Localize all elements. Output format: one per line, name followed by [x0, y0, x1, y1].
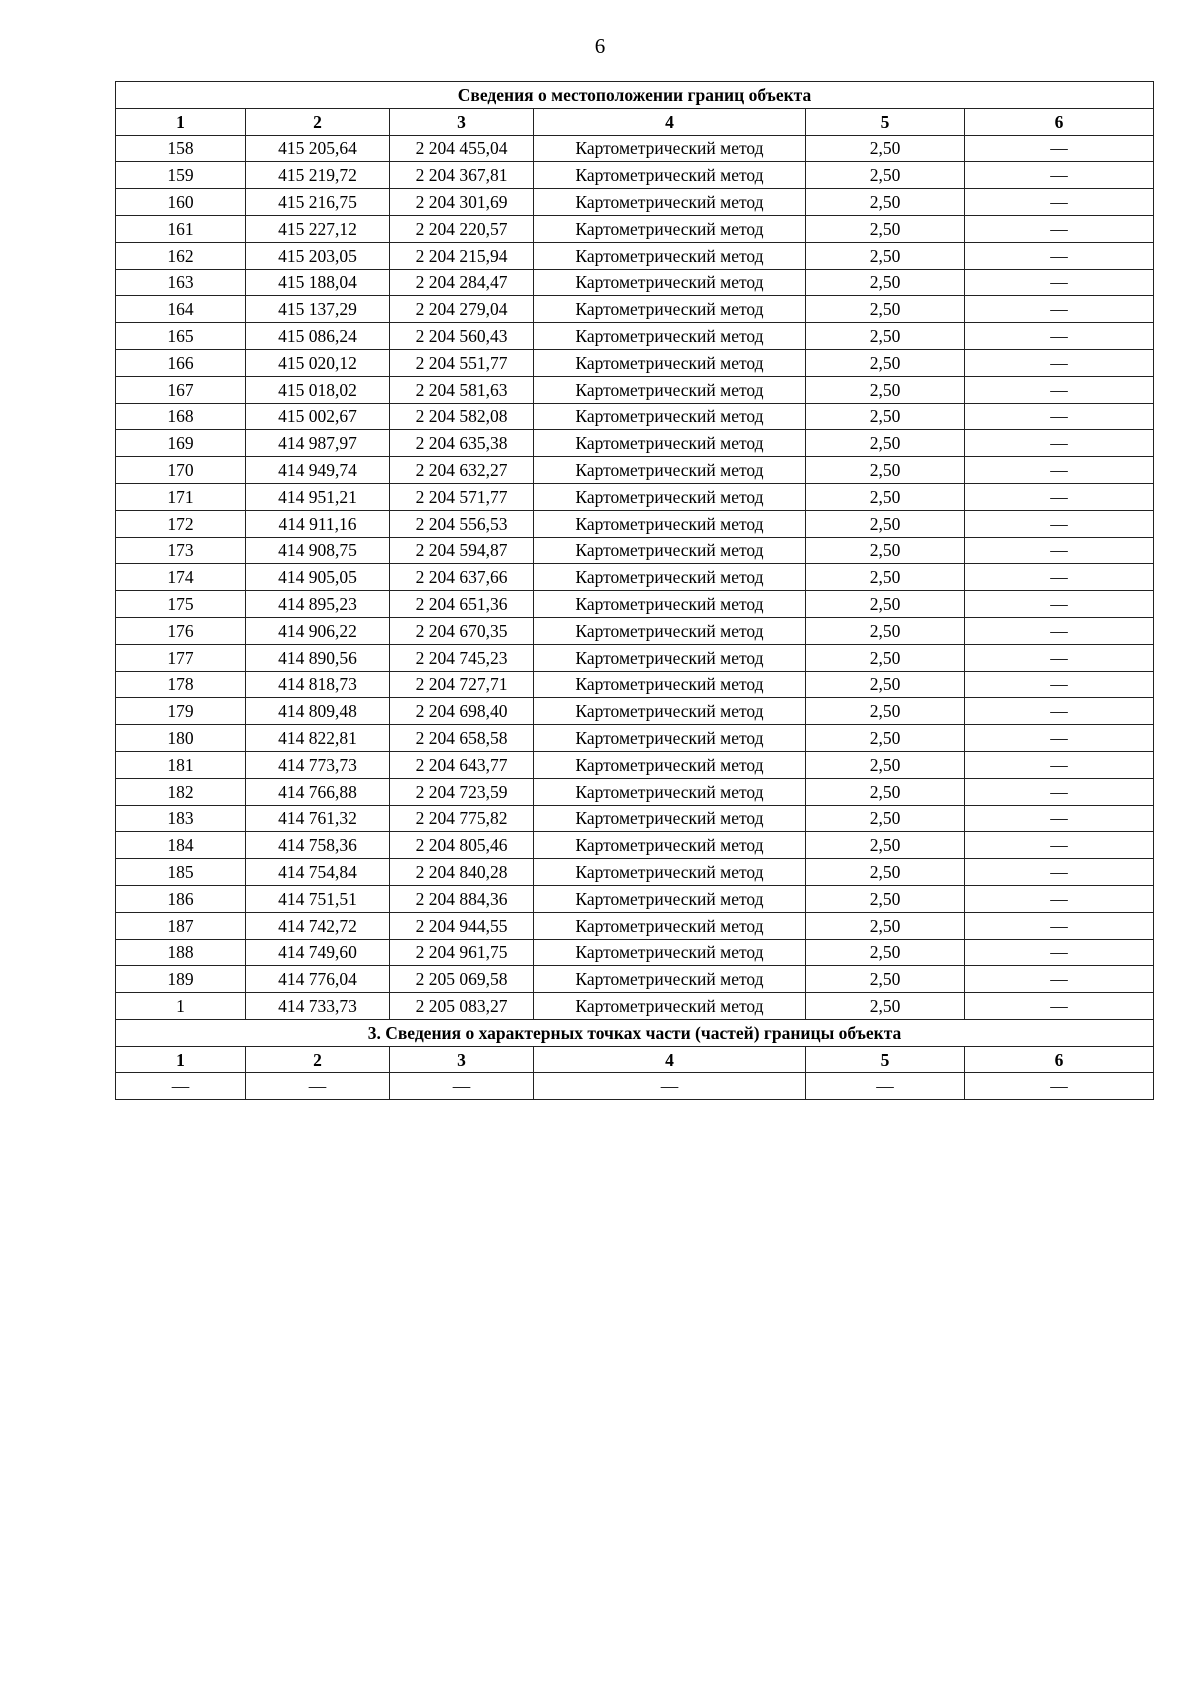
table-row: [116, 323, 1154, 350]
section3-column-header-row: [116, 1046, 1154, 1073]
table-cell: —: [534, 1073, 806, 1100]
table-cell: Картометрический метод: [534, 242, 806, 269]
table-cell: —: [116, 1073, 246, 1100]
table-cell: 2 204 651,36: [390, 591, 534, 618]
table-cell: 2 205 083,27: [390, 993, 534, 1020]
table-cell: 2 204 594,87: [390, 537, 534, 564]
table-cell: 2 204 961,75: [390, 939, 534, 966]
table-cell: 415 216,75: [246, 189, 390, 216]
table-cell: —: [965, 751, 1154, 778]
table-cell: 174: [116, 564, 246, 591]
table-cell: 184: [116, 832, 246, 859]
table-cell: 2 204 560,43: [390, 323, 534, 350]
table-cell: 176: [116, 617, 246, 644]
table-cell: —: [965, 564, 1154, 591]
table-cell: 1: [116, 993, 246, 1020]
table-cell: 414 773,73: [246, 751, 390, 778]
table-cell: 414 890,56: [246, 644, 390, 671]
table-cell: —: [965, 457, 1154, 484]
table-cell: 2 204 220,57: [390, 215, 534, 242]
table-cell: Картометрический метод: [534, 403, 806, 430]
table-cell: 2 204 551,77: [390, 349, 534, 376]
column-header: 4: [534, 1046, 806, 1073]
table-cell: Картометрический метод: [534, 162, 806, 189]
table-cell: 2,50: [806, 296, 965, 323]
table-cell: 159: [116, 162, 246, 189]
table-cell: 183: [116, 805, 246, 832]
table-cell: 162: [116, 242, 246, 269]
table-cell: 2 204 635,38: [390, 430, 534, 457]
table-cell: —: [965, 939, 1154, 966]
table-cell: —: [965, 510, 1154, 537]
table-cell: Картометрический метод: [534, 510, 806, 537]
column-header: 3: [390, 108, 534, 135]
table-cell: —: [965, 269, 1154, 296]
table-cell: —: [965, 617, 1154, 644]
table-cell: —: [965, 403, 1154, 430]
table-row: [116, 269, 1154, 296]
table-cell: Картометрический метод: [534, 430, 806, 457]
table-cell: Картометрический метод: [534, 993, 806, 1020]
table-row: [116, 912, 1154, 939]
table-cell: —: [965, 644, 1154, 671]
table-cell: 415 188,04: [246, 269, 390, 296]
table-cell: 2,50: [806, 885, 965, 912]
table-cell: 415 205,64: [246, 135, 390, 162]
table-cell: 2,50: [806, 859, 965, 886]
table-cell: —: [965, 430, 1154, 457]
table-cell: Картометрический метод: [534, 537, 806, 564]
table-cell: 160: [116, 189, 246, 216]
table-cell: 2 204 944,55: [390, 912, 534, 939]
table-cell: 415 020,12: [246, 349, 390, 376]
table-cell: Картометрический метод: [534, 376, 806, 403]
table-cell: 178: [116, 671, 246, 698]
table-cell: 2,50: [806, 832, 965, 859]
table-cell: 414 951,21: [246, 483, 390, 510]
table-cell: 181: [116, 751, 246, 778]
table-cell: 2,50: [806, 644, 965, 671]
table-cell: 414 908,75: [246, 537, 390, 564]
table-row: [116, 457, 1154, 484]
table-cell: —: [965, 591, 1154, 618]
table-row: [116, 698, 1154, 725]
table-cell: —: [965, 189, 1154, 216]
table-row: [116, 725, 1154, 752]
table-cell: —: [965, 993, 1154, 1020]
table-cell: 2 204 840,28: [390, 859, 534, 886]
table-cell: 2,50: [806, 564, 965, 591]
column-header: 1: [116, 1046, 246, 1073]
table-cell: 2,50: [806, 189, 965, 216]
table-cell: 187: [116, 912, 246, 939]
table-cell: 2,50: [806, 483, 965, 510]
table-cell: Картометрический метод: [534, 885, 806, 912]
column-header: 2: [246, 1046, 390, 1073]
table-cell: Картометрический метод: [534, 912, 806, 939]
table-row: [116, 537, 1154, 564]
table-cell: 2 204 670,35: [390, 617, 534, 644]
table-cell: 2,50: [806, 778, 965, 805]
table-cell: 2,50: [806, 403, 965, 430]
table-cell: —: [246, 1073, 390, 1100]
table-cell: 414 751,51: [246, 885, 390, 912]
table-cell: 163: [116, 269, 246, 296]
boundary-table: [115, 81, 1154, 1100]
table-cell: —: [965, 135, 1154, 162]
table-cell: Картометрический метод: [534, 617, 806, 644]
table-cell: 2 204 581,63: [390, 376, 534, 403]
table-cell: Картометрический метод: [534, 966, 806, 993]
table-cell: 414 766,88: [246, 778, 390, 805]
table-cell: 414 987,97: [246, 430, 390, 457]
table-cell: —: [965, 671, 1154, 698]
table-cell: 173: [116, 537, 246, 564]
table-cell: —: [965, 778, 1154, 805]
table-cell: Картометрический метод: [534, 189, 806, 216]
table-cell: 2 204 279,04: [390, 296, 534, 323]
table-cell: —: [965, 537, 1154, 564]
table-cell: —: [965, 323, 1154, 350]
table-cell: 2,50: [806, 698, 965, 725]
table-cell: 2,50: [806, 912, 965, 939]
table-cell: 167: [116, 376, 246, 403]
table-cell: 2 204 367,81: [390, 162, 534, 189]
table-cell: 2,50: [806, 993, 965, 1020]
table-row: [116, 1073, 1154, 1100]
table-cell: 415 137,29: [246, 296, 390, 323]
table-row: [116, 885, 1154, 912]
table-cell: Картометрический метод: [534, 457, 806, 484]
table-row: [116, 564, 1154, 591]
table-cell: 414 742,72: [246, 912, 390, 939]
table-row: [116, 430, 1154, 457]
table-row: [116, 483, 1154, 510]
table-cell: 414 761,32: [246, 805, 390, 832]
table-cell: Картометрический метод: [534, 564, 806, 591]
boundary-table-body: [116, 82, 1154, 1100]
table-cell: 2,50: [806, 537, 965, 564]
table-row: [116, 296, 1154, 323]
table-cell: 177: [116, 644, 246, 671]
table-cell: 165: [116, 323, 246, 350]
table-cell: Картометрический метод: [534, 725, 806, 752]
table-cell: 180: [116, 725, 246, 752]
table-cell: 2 204 745,23: [390, 644, 534, 671]
table-cell: 414 809,48: [246, 698, 390, 725]
table-cell: 2 204 284,47: [390, 269, 534, 296]
table-cell: Картометрический метод: [534, 323, 806, 350]
table-cell: 171: [116, 483, 246, 510]
table-row: [116, 162, 1154, 189]
table-cell: 2,50: [806, 725, 965, 752]
page-number: 6: [594, 34, 606, 58]
table-row: [116, 242, 1154, 269]
table-cell: —: [965, 698, 1154, 725]
table-row: [116, 805, 1154, 832]
table-cell: Картометрический метод: [534, 698, 806, 725]
table-cell: —: [965, 725, 1154, 752]
table-cell: 161: [116, 215, 246, 242]
table-cell: 415 002,67: [246, 403, 390, 430]
table-row: [116, 376, 1154, 403]
table-cell: 2,50: [806, 510, 965, 537]
table-cell: 185: [116, 859, 246, 886]
table-cell: Картометрический метод: [534, 644, 806, 671]
table-cell: 2 204 571,77: [390, 483, 534, 510]
table-cell: 415 086,24: [246, 323, 390, 350]
table-cell: Картометрический метод: [534, 671, 806, 698]
table-cell: 414 749,60: [246, 939, 390, 966]
section1-column-header-row: [116, 108, 1154, 135]
table-cell: 2 204 658,58: [390, 725, 534, 752]
table-cell: 2,50: [806, 269, 965, 296]
column-header: 2: [246, 108, 390, 135]
table-row: [116, 349, 1154, 376]
table-cell: 182: [116, 778, 246, 805]
table-cell: —: [965, 215, 1154, 242]
table-cell: 2,50: [806, 591, 965, 618]
table-cell: 2,50: [806, 617, 965, 644]
table-cell: 2,50: [806, 430, 965, 457]
table-cell: 186: [116, 885, 246, 912]
table-cell: 2,50: [806, 242, 965, 269]
section3-title: 3. Сведения о характерных точках части (частей) границы объекта: [116, 1019, 1154, 1046]
table-cell: 2 204 215,94: [390, 242, 534, 269]
table-cell: Картометрический метод: [534, 269, 806, 296]
table-cell: 2 204 775,82: [390, 805, 534, 832]
table-cell: 2 204 723,59: [390, 778, 534, 805]
table-cell: 414 911,16: [246, 510, 390, 537]
table-cell: 2 204 632,27: [390, 457, 534, 484]
table-cell: 414 949,74: [246, 457, 390, 484]
table-row: [116, 591, 1154, 618]
table-cell: 2 204 582,08: [390, 403, 534, 430]
table-row: [116, 832, 1154, 859]
table-cell: 414 758,36: [246, 832, 390, 859]
table-row: [116, 135, 1154, 162]
table-cell: 414 754,84: [246, 859, 390, 886]
table-cell: 415 227,12: [246, 215, 390, 242]
table-cell: 414 818,73: [246, 671, 390, 698]
table-cell: Картометрический метод: [534, 751, 806, 778]
table-cell: Картометрический метод: [534, 215, 806, 242]
section1-title-row: [116, 82, 1154, 109]
table-cell: Картометрический метод: [534, 135, 806, 162]
table-row: [116, 939, 1154, 966]
column-header: 3: [390, 1046, 534, 1073]
column-header: 5: [806, 1046, 965, 1073]
table-cell: 2 204 698,40: [390, 698, 534, 725]
table-cell: 2 204 556,53: [390, 510, 534, 537]
table-cell: 2,50: [806, 215, 965, 242]
table-cell: —: [965, 832, 1154, 859]
table-cell: 168: [116, 403, 246, 430]
table-cell: Картометрический метод: [534, 296, 806, 323]
table-cell: —: [965, 349, 1154, 376]
table-cell: Картометрический метод: [534, 939, 806, 966]
table-cell: 414 776,04: [246, 966, 390, 993]
table-cell: 414 733,73: [246, 993, 390, 1020]
table-cell: 188: [116, 939, 246, 966]
table-row: [116, 778, 1154, 805]
table-cell: 414 905,05: [246, 564, 390, 591]
table-cell: 415 203,05: [246, 242, 390, 269]
table-cell: 2 204 637,66: [390, 564, 534, 591]
table-cell: —: [965, 805, 1154, 832]
table-cell: 175: [116, 591, 246, 618]
table-cell: Картометрический метод: [534, 832, 806, 859]
table-cell: 2 204 301,69: [390, 189, 534, 216]
column-header: 6: [965, 108, 1154, 135]
table-cell: 2 204 643,77: [390, 751, 534, 778]
table-cell: 158: [116, 135, 246, 162]
table-cell: 179: [116, 698, 246, 725]
table-cell: 189: [116, 966, 246, 993]
table-cell: 166: [116, 349, 246, 376]
table-cell: —: [965, 296, 1154, 323]
table-cell: 414 906,22: [246, 617, 390, 644]
table-cell: 2 204 455,04: [390, 135, 534, 162]
table-cell: 2 204 805,46: [390, 832, 534, 859]
table-cell: —: [965, 376, 1154, 403]
table-cell: 415 018,02: [246, 376, 390, 403]
table-cell: Картометрический метод: [534, 805, 806, 832]
table-cell: 2,50: [806, 135, 965, 162]
table-cell: —: [965, 966, 1154, 993]
table-cell: 2,50: [806, 805, 965, 832]
table-cell: 414 822,81: [246, 725, 390, 752]
table-cell: 2,50: [806, 751, 965, 778]
table-cell: Картометрический метод: [534, 349, 806, 376]
table-cell: 2,50: [806, 376, 965, 403]
table-cell: 2,50: [806, 939, 965, 966]
table-cell: 2 204 884,36: [390, 885, 534, 912]
table-row: [116, 644, 1154, 671]
table-cell: 170: [116, 457, 246, 484]
table-cell: Картометрический метод: [534, 591, 806, 618]
table-row: [116, 617, 1154, 644]
table-row: [116, 189, 1154, 216]
table-cell: —: [965, 483, 1154, 510]
section3-title-row: [116, 1019, 1154, 1046]
table-cell: 172: [116, 510, 246, 537]
table-cell: 2 204 727,71: [390, 671, 534, 698]
table-cell: 2 205 069,58: [390, 966, 534, 993]
table-cell: —: [965, 885, 1154, 912]
table-cell: 2,50: [806, 966, 965, 993]
table-cell: Картометрический метод: [534, 483, 806, 510]
table-cell: 2,50: [806, 349, 965, 376]
column-header: 4: [534, 108, 806, 135]
table-cell: —: [965, 859, 1154, 886]
table-cell: —: [965, 242, 1154, 269]
table-cell: 414 895,23: [246, 591, 390, 618]
table-row: [116, 215, 1154, 242]
table-row: [116, 993, 1154, 1020]
table-row: [116, 510, 1154, 537]
table-row: [116, 859, 1154, 886]
table-cell: 2,50: [806, 162, 965, 189]
column-header: 6: [965, 1046, 1154, 1073]
table-cell: Картометрический метод: [534, 859, 806, 886]
table-cell: —: [965, 162, 1154, 189]
section1-title: Сведения о местоположении границ объекта: [116, 82, 1154, 109]
table-cell: 164: [116, 296, 246, 323]
table-cell: —: [965, 1073, 1154, 1100]
table-cell: —: [390, 1073, 534, 1100]
table-cell: —: [965, 912, 1154, 939]
table-cell: 2,50: [806, 671, 965, 698]
table-row: [116, 403, 1154, 430]
table-row: [116, 671, 1154, 698]
table-cell: 2,50: [806, 457, 965, 484]
column-header: 1: [116, 108, 246, 135]
table-cell: 169: [116, 430, 246, 457]
table-cell: 415 219,72: [246, 162, 390, 189]
table-cell: —: [806, 1073, 965, 1100]
table-row: [116, 966, 1154, 993]
table-cell: 2,50: [806, 323, 965, 350]
column-header: 5: [806, 108, 965, 135]
table-cell: Картометрический метод: [534, 778, 806, 805]
table-row: [116, 751, 1154, 778]
